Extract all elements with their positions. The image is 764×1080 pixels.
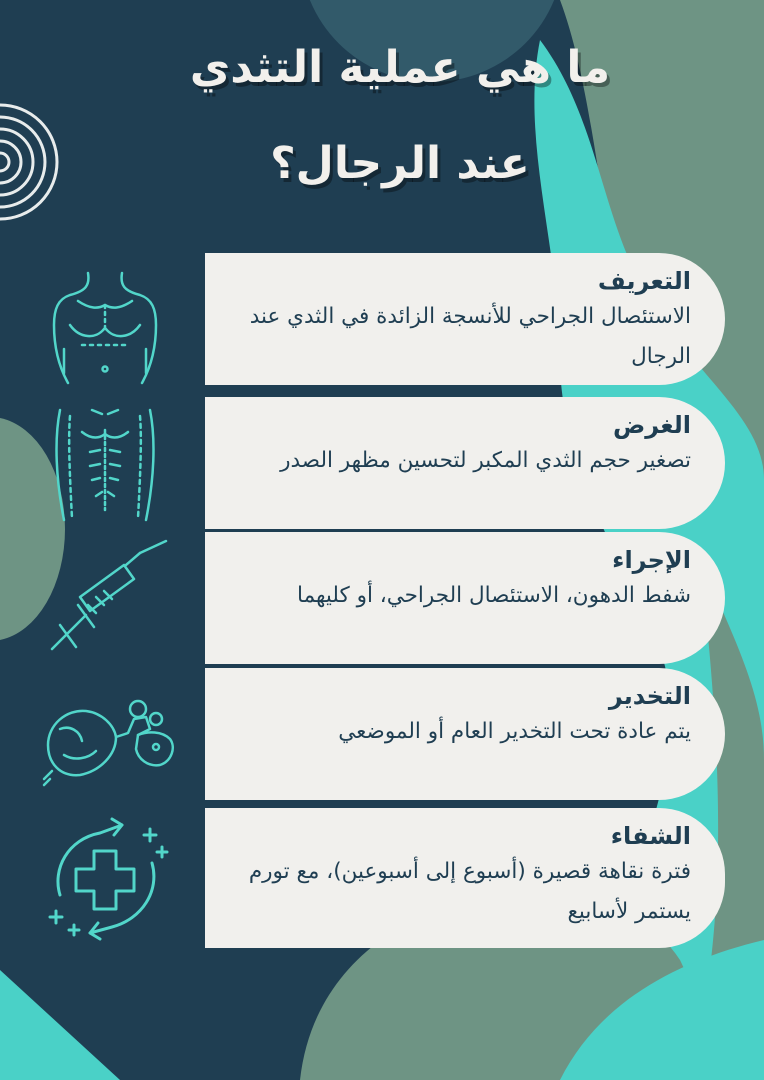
syringe-icon [30, 535, 180, 665]
card-purpose-title: الغرض [613, 411, 691, 439]
card-anesthesia-title: التخدير [608, 682, 691, 710]
anesthesia-mask-icon [30, 675, 180, 805]
abdomen-torso-icon [30, 400, 180, 530]
card-recovery-title: الشفاء [610, 822, 691, 850]
male-chest-icon [30, 265, 180, 395]
recovery-cross-icon [30, 815, 180, 945]
card-recovery-text: فترة نقاهة قصيرة (أسبوع إلى أسبوعين)، مع تورم يستمر لأسابيع [248, 859, 691, 924]
card-purpose [205, 397, 725, 529]
card-procedure-text: شفط الدهون، الاستئصال الجراحي، أو كليهما [297, 583, 691, 608]
card-definition-text: الاستئصال الجراحي للأنسجة الزائدة في الثدي عند الرجال [249, 304, 691, 369]
card-procedure-title: الإجراء [612, 546, 691, 574]
card-anesthesia [205, 668, 725, 800]
page-title-line-1: ما هي عملية التثدي [189, 42, 611, 93]
card-definition [205, 253, 725, 385]
card-definition-title: التعريف [597, 267, 691, 295]
card-recovery [205, 808, 725, 948]
card-anesthesia-text: يتم عادة تحت التخدير العام أو الموضعي [338, 719, 691, 744]
page-title-line-2: عند الرجال؟ [270, 138, 530, 189]
card-purpose-text: تصغير حجم الثدي المكبر لتحسين مظهر الصدر [280, 448, 691, 473]
card-procedure [205, 532, 725, 664]
